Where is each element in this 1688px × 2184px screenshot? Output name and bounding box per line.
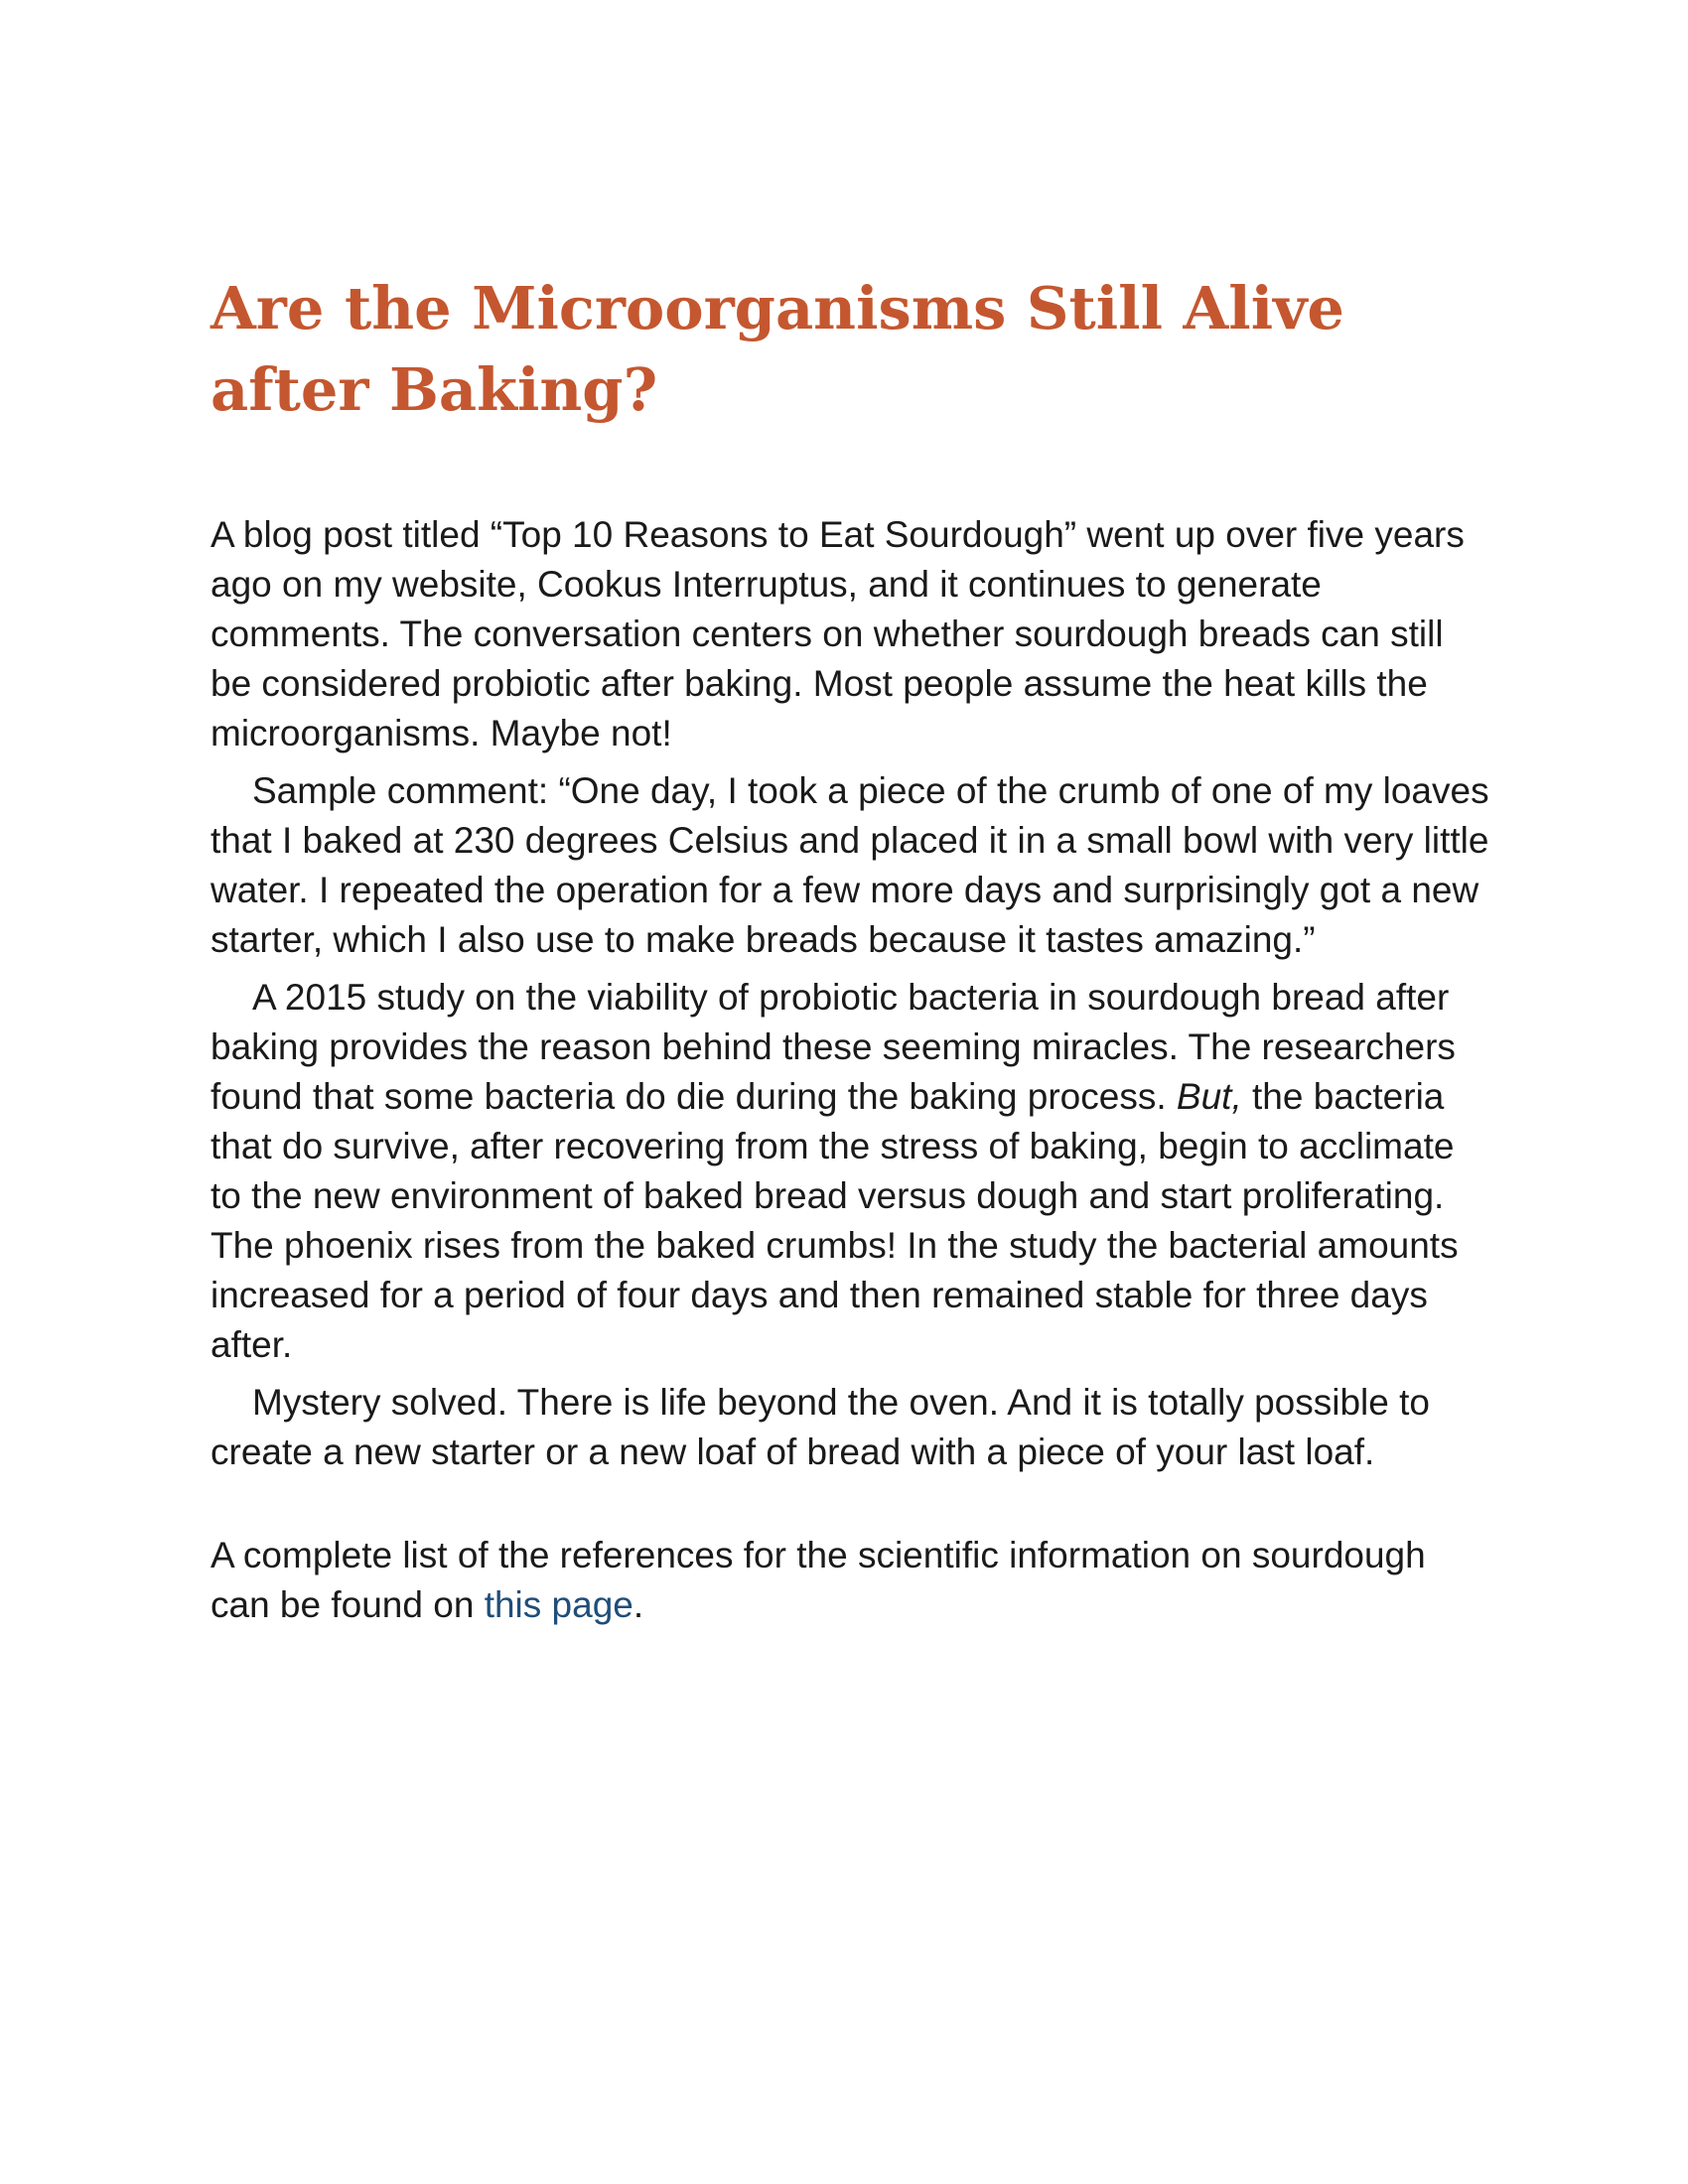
paragraph-intro: A blog post titled “Top 10 Reasons to Eat Sourdough” went up over five years ago on my website, Cookus Interruptus, and it continues to generate comments. The conversation centers on whether sourdough breads can still be considered probiotic after baking. Most people assume the heat kills the microorganisms. Maybe not!	[211, 514, 1465, 753]
paragraph-study-end: the bacteria that do survive, after recovering from the stress of baking, begin to acclimate to the new environment of baked bread versus dough and start proliferating. The phoenix rises from the baked crumbs! In the study the bacterial amounts increased for a period of four days and then remained stable for three days after.	[211, 1076, 1459, 1365]
article-body	[211, 510, 1491, 1477]
references-note	[211, 1531, 1491, 1630]
references-text: A complete list of the references for the scientific information on sourdough can be found on	[211, 1535, 1426, 1625]
paragraph-conclusion: Mystery solved. There is life beyond the oven. And it is totally possible to create a new starter or a new loaf of bread with a piece of your last loaf.	[211, 1382, 1430, 1472]
references-link[interactable]: this page	[484, 1584, 633, 1625]
paragraph-study	[211, 973, 1491, 1370]
paragraph-study-emphasis: But,	[1176, 1076, 1242, 1117]
references-end: .	[633, 1584, 644, 1625]
paragraph-study-start: A 2015 study on the viability of probiotic bacteria in sourdough bread after baking provides the reason behind these seeming miracles. The researchers found that some bacteria do die during the baking process.	[211, 977, 1456, 1117]
paragraph-sample-comment: Sample comment: “One day, I took a piece of the crumb of one of my loaves that I baked at 230 degrees Celsius and placed it in a small bowl with very little water. I repeated the operation for a few more days and surprisingly got a new starter, which I also use to make breads because it tastes amazing.”	[211, 770, 1489, 960]
page-title: Are the Microorganisms Still Alive after Baking?	[211, 274, 1344, 424]
document-page	[211, 268, 1491, 1630]
